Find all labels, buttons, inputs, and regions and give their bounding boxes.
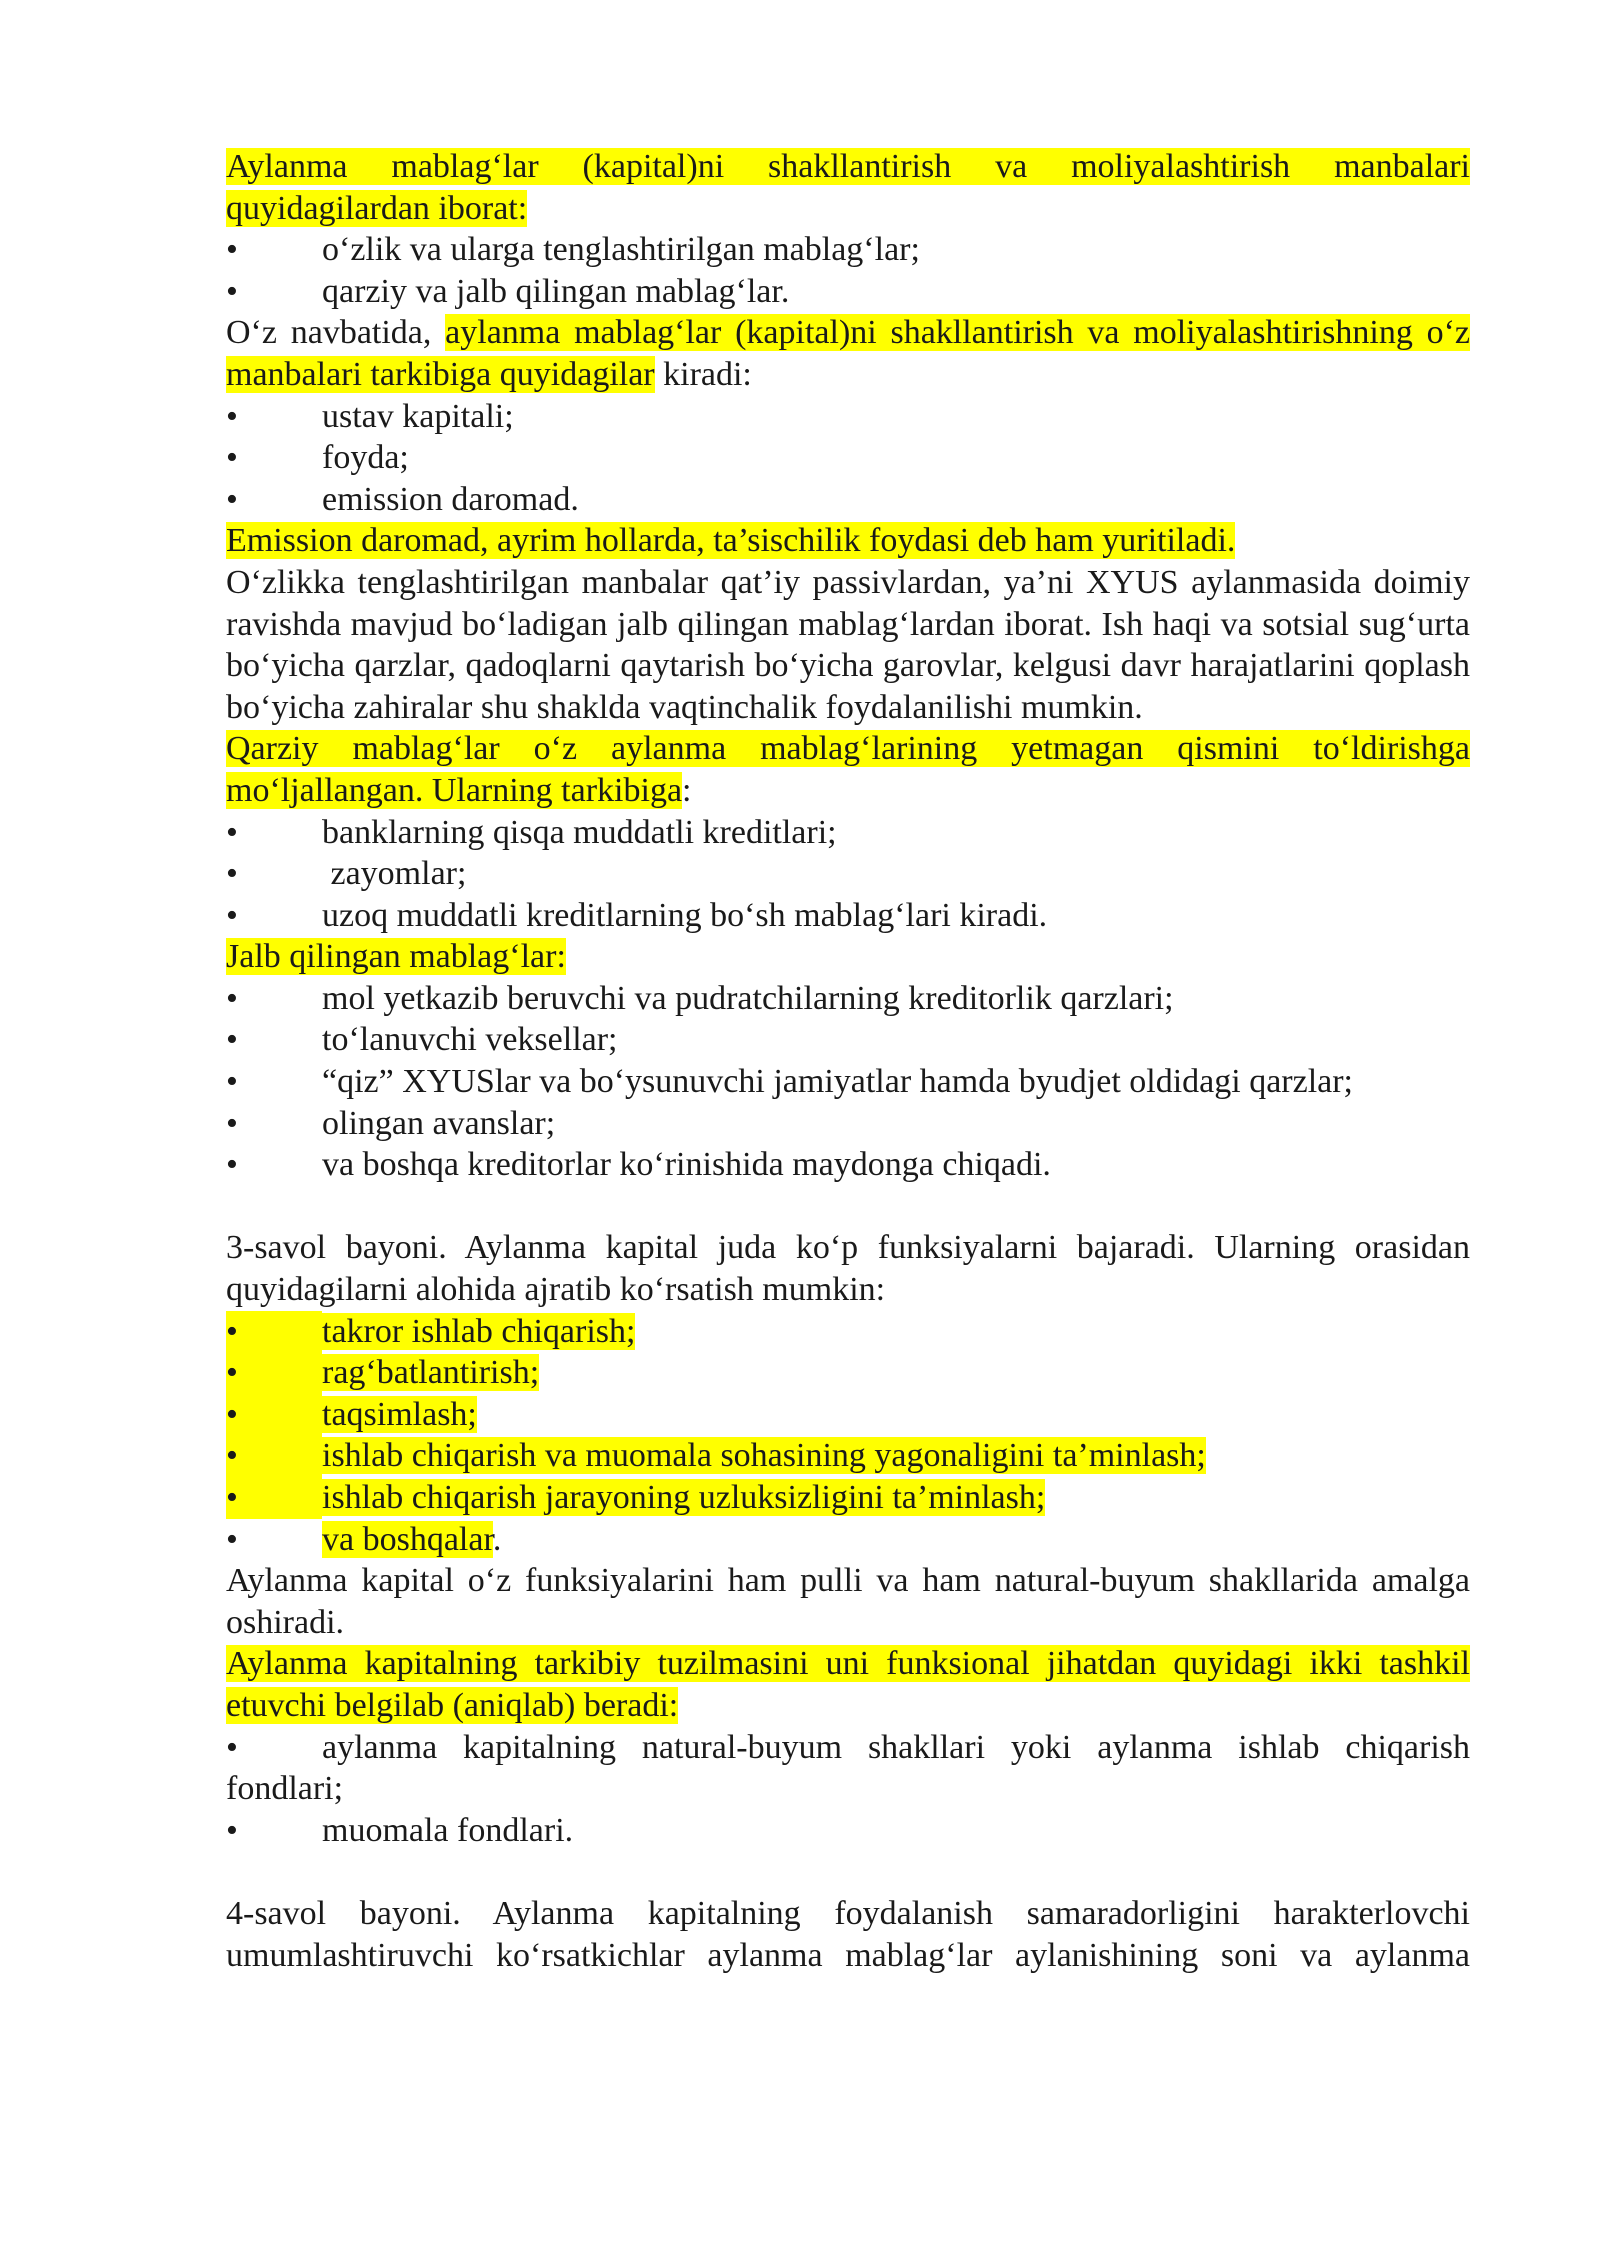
list-item: • ustav kapitali; bbox=[226, 396, 1470, 438]
bullet-icon: • bbox=[226, 439, 238, 477]
bullet-icon: • bbox=[226, 397, 238, 435]
blank-line bbox=[226, 1851, 1470, 1893]
bullet-icon: • bbox=[226, 1104, 238, 1142]
bullet-icon: • bbox=[226, 813, 238, 851]
highlighted-text: Aylanma kapitalning tarkibiy tuzilmasini uni funksional jihatdan quyidagi ikki tashkil etuvchi belgilab (aniqlab) beradi: bbox=[226, 1645, 1470, 1724]
paragraph-question-4: 4-savol bayoni. Aylanma kapitalning foydalanish samaradorligini harakterlovchi umumlashtiruvchi ko‘rsatkichlar aylanma mablag‘lar aylanishining soni va aylanma bbox=[226, 1894, 1470, 1974]
paragraph-capital-forms: Aylanma kapital o‘z funksiyalarini ham pulli va ham natural-buyum shakllarida amalga oshiradi. bbox=[226, 1562, 1470, 1641]
bullet-icon: • bbox=[226, 1811, 238, 1849]
bullet-list-functions bbox=[226, 1311, 1470, 1561]
bullet-icon: • bbox=[226, 480, 238, 518]
list-item: • emission daromad. bbox=[226, 479, 1470, 521]
list-item: • mol yetkazib beruvchi va pudratchilarning kreditorlik qarzlari; bbox=[226, 978, 1470, 1020]
paragraph-borrowed-funds: Qarziy mablag‘lar o‘z aylanma mablag‘larining yetmagan qismini to‘ldirishga mo‘ljallangan. Ularning tarkibiga: bbox=[226, 730, 1470, 809]
list-item: • taqsimlash; bbox=[226, 1394, 1470, 1436]
list-item: • rag‘batlantirish; bbox=[226, 1352, 1470, 1394]
list-item: • muomala fondlari. bbox=[226, 1810, 1470, 1852]
bullet-icon: • bbox=[226, 1063, 238, 1101]
bullet-icon: • bbox=[226, 272, 238, 310]
list-item: • va boshqa kreditorlar ko‘rinishida maydonga chiqadi. bbox=[226, 1144, 1470, 1186]
list-item: • va boshqalar. bbox=[226, 1519, 1470, 1561]
document-body bbox=[226, 146, 1470, 1976]
paragraph-attracted-funds bbox=[226, 936, 1470, 978]
bullet-list-attracted bbox=[226, 978, 1470, 1186]
bullet-icon: • bbox=[226, 979, 238, 1017]
bullet-icon: • bbox=[226, 1520, 238, 1558]
paragraph-equivalent-sources: O‘zlikka tenglashtirilgan manbalar qat’iy passivlardan, ya’ni XYUS aylanmasida doimiy ravishda mavjud bo‘ladigan jalb qilingan mablag‘lardan iborat. Ish haqi va sotsial sug‘urta bo‘yicha qarzlar, qadoqlarni qaytarish bo‘yicha garovlar, kelgusi davr harajatlarini qoplash bo‘yicha zahiralar shu shaklda vaqtinchalik foydalanilishi mumkin. bbox=[226, 563, 1470, 726]
list-item: • takror ishlab chiqarish; bbox=[226, 1311, 1470, 1353]
paragraph-sources-intro bbox=[226, 146, 1470, 229]
bullet-icon: • bbox=[226, 1728, 238, 1766]
paragraph-structure bbox=[226, 1643, 1470, 1726]
list-item: • ishlab chiqarish jarayoning uzluksizligini ta’minlash; bbox=[226, 1477, 1470, 1519]
list-item: • zayomlar; bbox=[226, 853, 1470, 895]
list-item: • uzoq muddatli kreditlarning bo‘sh mablag‘lari kiradi. bbox=[226, 895, 1470, 937]
highlighted-text: Qarziy mablag‘lar o‘z aylanma mablag‘larining yetmagan qismini to‘ldirishga mo‘ljallangan. Ularning tarkibiga bbox=[226, 730, 1470, 809]
list-item: • foyda; bbox=[226, 437, 1470, 479]
highlighted-text: Aylanma mablag‘lar (kapital)ni shakllantirish va moliyalashtirish manbalari quyidagilardan iborat: bbox=[226, 148, 1470, 227]
bullet-icon: • bbox=[226, 1394, 322, 1436]
paragraph-emission bbox=[226, 520, 1470, 562]
bullet-list-structure bbox=[226, 1727, 1470, 1852]
bullet-icon: • bbox=[226, 1435, 322, 1477]
list-item: • olingan avanslar; bbox=[226, 1103, 1470, 1145]
list-item: • banklarning qisqa muddatli kreditlari; bbox=[226, 812, 1470, 854]
list-item: • to‘lanuvchi veksellar; bbox=[226, 1019, 1470, 1061]
list-item: • ishlab chiqarish va muomala sohasining yagonaligini ta’minlash; bbox=[226, 1435, 1470, 1477]
list-item: • aylanma kapitalning natural-buyum shakllari yoki aylanma ishlab chiqarish fondlari; bbox=[226, 1728, 1470, 1808]
bullet-list-sources bbox=[226, 229, 1470, 312]
highlighted-text: Emission daromad, ayrim hollarda, ta’sischilik foydasi deb ham yuritiladi. bbox=[226, 522, 1236, 560]
highlighted-text: va boshqalar bbox=[322, 1520, 493, 1558]
bullet-list-borrowed bbox=[226, 812, 1470, 937]
bullet-icon: • bbox=[226, 231, 238, 269]
bullet-icon: • bbox=[226, 1146, 238, 1184]
bullet-icon: • bbox=[226, 1311, 322, 1353]
bullet-icon: • bbox=[226, 1021, 238, 1059]
list-item: • qarziy va jalb qilingan mablag‘lar. bbox=[226, 271, 1470, 313]
bullet-icon: • bbox=[226, 1352, 322, 1394]
paragraph-own-sources: O‘z navbatida, aylanma mablag‘lar (kapital)ni shakllantirish va moliyalashtirishning o‘z manbalari tarkibiga quyidagilar kiradi: bbox=[226, 314, 1470, 393]
list-item: • “qiz” XYUSlar va bo‘ysunuvchi jamiyatlar hamda byudjet oldidagi qarzlar; bbox=[226, 1061, 1470, 1103]
paragraph-question-3: 3-savol bayoni. Aylanma kapital juda ko‘p funksiyalarni bajaradi. Ularning orasidan quyidagilarni alohida ajratib ko‘rsatish mumkin: bbox=[226, 1229, 1470, 1309]
bullet-list-own-sources bbox=[226, 396, 1470, 521]
highlighted-text: aylanma mablag‘lar (kapital)ni shakllantirish va moliyalashtirishning o‘z manbalari tarkibiga quyidagilar bbox=[226, 314, 1470, 393]
bullet-icon: • bbox=[226, 855, 238, 893]
bullet-icon: • bbox=[226, 896, 238, 934]
highlighted-text: Jalb qilingan mablag‘lar: bbox=[226, 938, 566, 976]
list-item: • o‘zlik va ularga tenglashtirilgan mablag‘lar; bbox=[226, 229, 1470, 271]
bullet-icon: • bbox=[226, 1477, 322, 1519]
blank-line bbox=[226, 1186, 1470, 1228]
